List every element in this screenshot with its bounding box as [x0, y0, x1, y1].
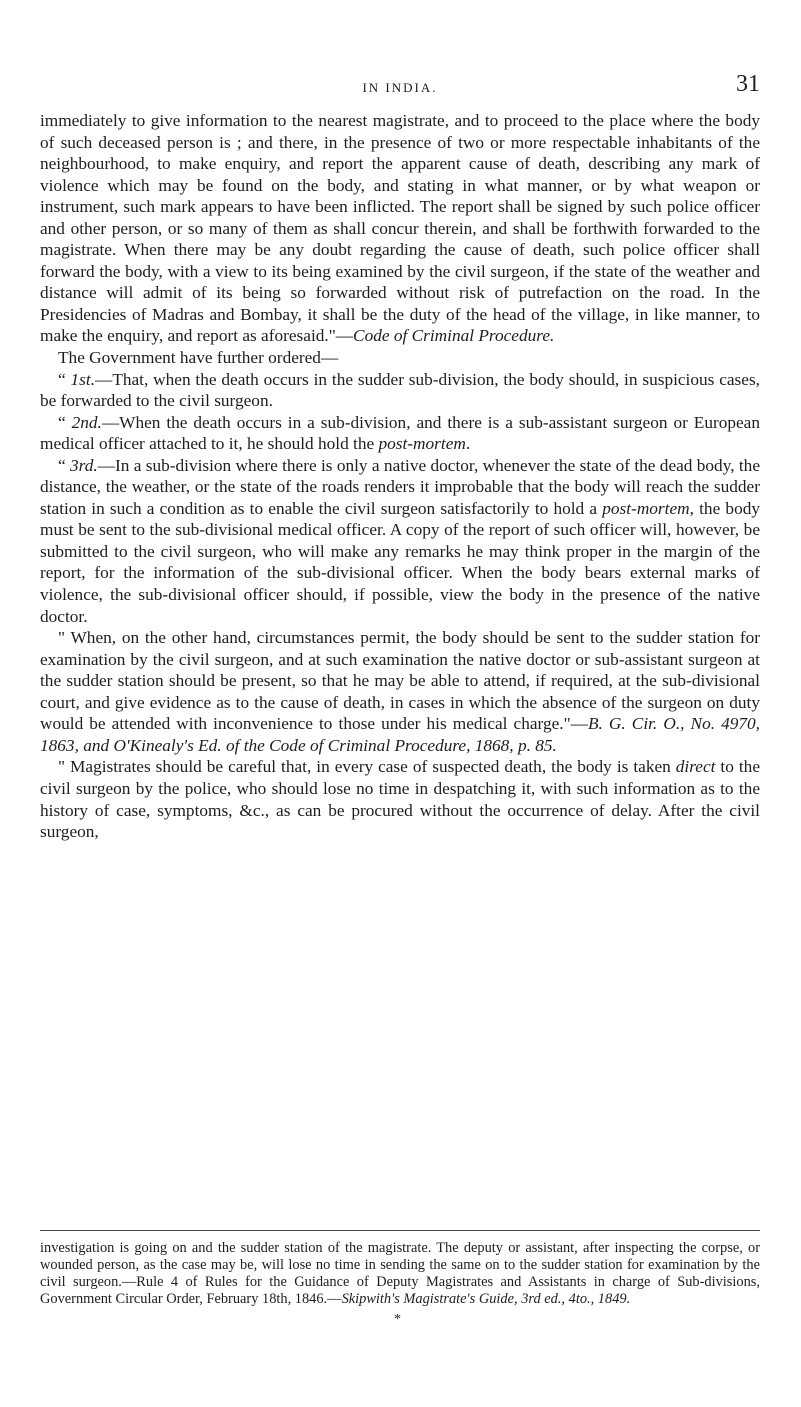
paragraph: “ 1st.—That, when the death occurs in the sudder sub-division, the body should, in suspicious cases, be forwarded to the civil surgeon.	[40, 369, 760, 411]
citation: B. G. Cir. O., No. 4970, 1863, and O'Kinealy's Ed. of the Code of Criminal Procedure, 1868, p. 85.	[40, 714, 761, 755]
page-header	[40, 71, 760, 104]
list-marker: 3rd.	[70, 455, 98, 475]
running-title: IN INDIA.	[362, 80, 438, 95]
page-number: 31	[736, 71, 760, 97]
footnote-citation: Skipwith's Magistrate's Guide, 3rd ed., 4to., 1849.	[341, 1291, 631, 1307]
paragraph: The Government have further ordered—	[58, 348, 339, 368]
emphasis: direct	[675, 757, 716, 777]
term: post-mortem	[602, 498, 690, 518]
footnote: investigation is going on and the sudder station of the magistrate. The deputy or assistant, after inspecting the corpse, or wounded person, as the case may be, will lose no time in sending the same on to the sudder station for examination by the civil surgeon.—Rule 4 of Rules for the Guidance of Deputy Magistrates and Assistants in charge of Sub-divisions, Government Circular Order, February 18th, 1846.—Skipwith's Magistrate's Guide, 3rd ed., 4to., 1849.	[40, 1240, 760, 1307]
paragraph: “ 3rd.—In a sub-division where there is only a native doctor, whenever the state of the dead body, the distance, the weather, or the state of the roads renders it improbable that the body will reach the sudder station in such a condition as to enable the civil surgeon satisfactorily to hold a post-mortem, the body must be sent to the sub-divisional medical officer. A copy of the report of such officer will, however, be submitted to the civil surgeon, who will make any remarks he may think proper in the margin of the report, for the information of the sub-divisional officer. When the body bears external marks of violence, the sub-divisional officer should, if possible, view the body in the presence of the native doctor.	[40, 455, 760, 626]
list-marker: 1st.	[70, 369, 96, 389]
main-text	[40, 110, 760, 843]
citation: Code of Criminal Procedure.	[353, 326, 555, 346]
paragraph: immediately to give information to the nearest magistrate, and to proceed to the place where the body of such deceased person is ; and there, in the presence of two or more respectable inhabitants of the neighbourhood, to make enquiry, and report the apparent cause of death, describing any mark of violence which may be found on the body, and stating in what manner, or by what weapon or instrument, such mark appears to have been inflicted. The report shall be signed by such police officer and other person, or so many of them as shall concur therein, and shall be forthwith forwarded to the magistrate. When there may be any doubt regarding the cause of death, such police officer shall forward the body, with a view to its being examined by the civil surgeon, if the state of the weather and distance will admit of its being so forwarded without risk of putrefaction on the road. In the Presidencies of Madras and Bombay, it shall be the duty of the head of the village, in like manner, to make the enquiry, and report as aforesaid."—Code of Criminal Procedure.	[40, 111, 760, 346]
term: post-mortem	[378, 434, 466, 454]
footnote-divider	[40, 1230, 760, 1231]
paragraph: " When, on the other hand, circumstances permit, the body should be sent to the sudder station for examination by the civil surgeon, and at such examination the native doctor or sub-assistant surgeon at the sudder station should be present, so that he may be able to attend, if required, at the sub-divisional court, and give evidence as to the cause of death, in cases in which the absence of the surgeon on duty would be attended with inconvenience to those under his medical charge."—B. G. Cir. O., No. 4970, 1863, and O'Kinealy's Ed. of the Code of Criminal Procedure, 1868, p. 85.	[40, 628, 761, 755]
signature-mark: *	[394, 1312, 401, 1327]
paragraph: " Magistrates should be careful that, in every case of suspected death, the body is taken direct to the civil surgeon by the police, who should lose no time in despatching it, with such information as to the history of case, symptoms, &c., as can be procured without the occurrence of delay. After the civil surgeon,	[40, 757, 760, 842]
list-marker: 2nd.	[71, 412, 102, 432]
paragraph: “ 2nd.—When the death occurs in a sub-division, and there is a sub-assistant surgeon or European medical officer attached to it, he should hold the post-mortem.	[40, 412, 760, 454]
